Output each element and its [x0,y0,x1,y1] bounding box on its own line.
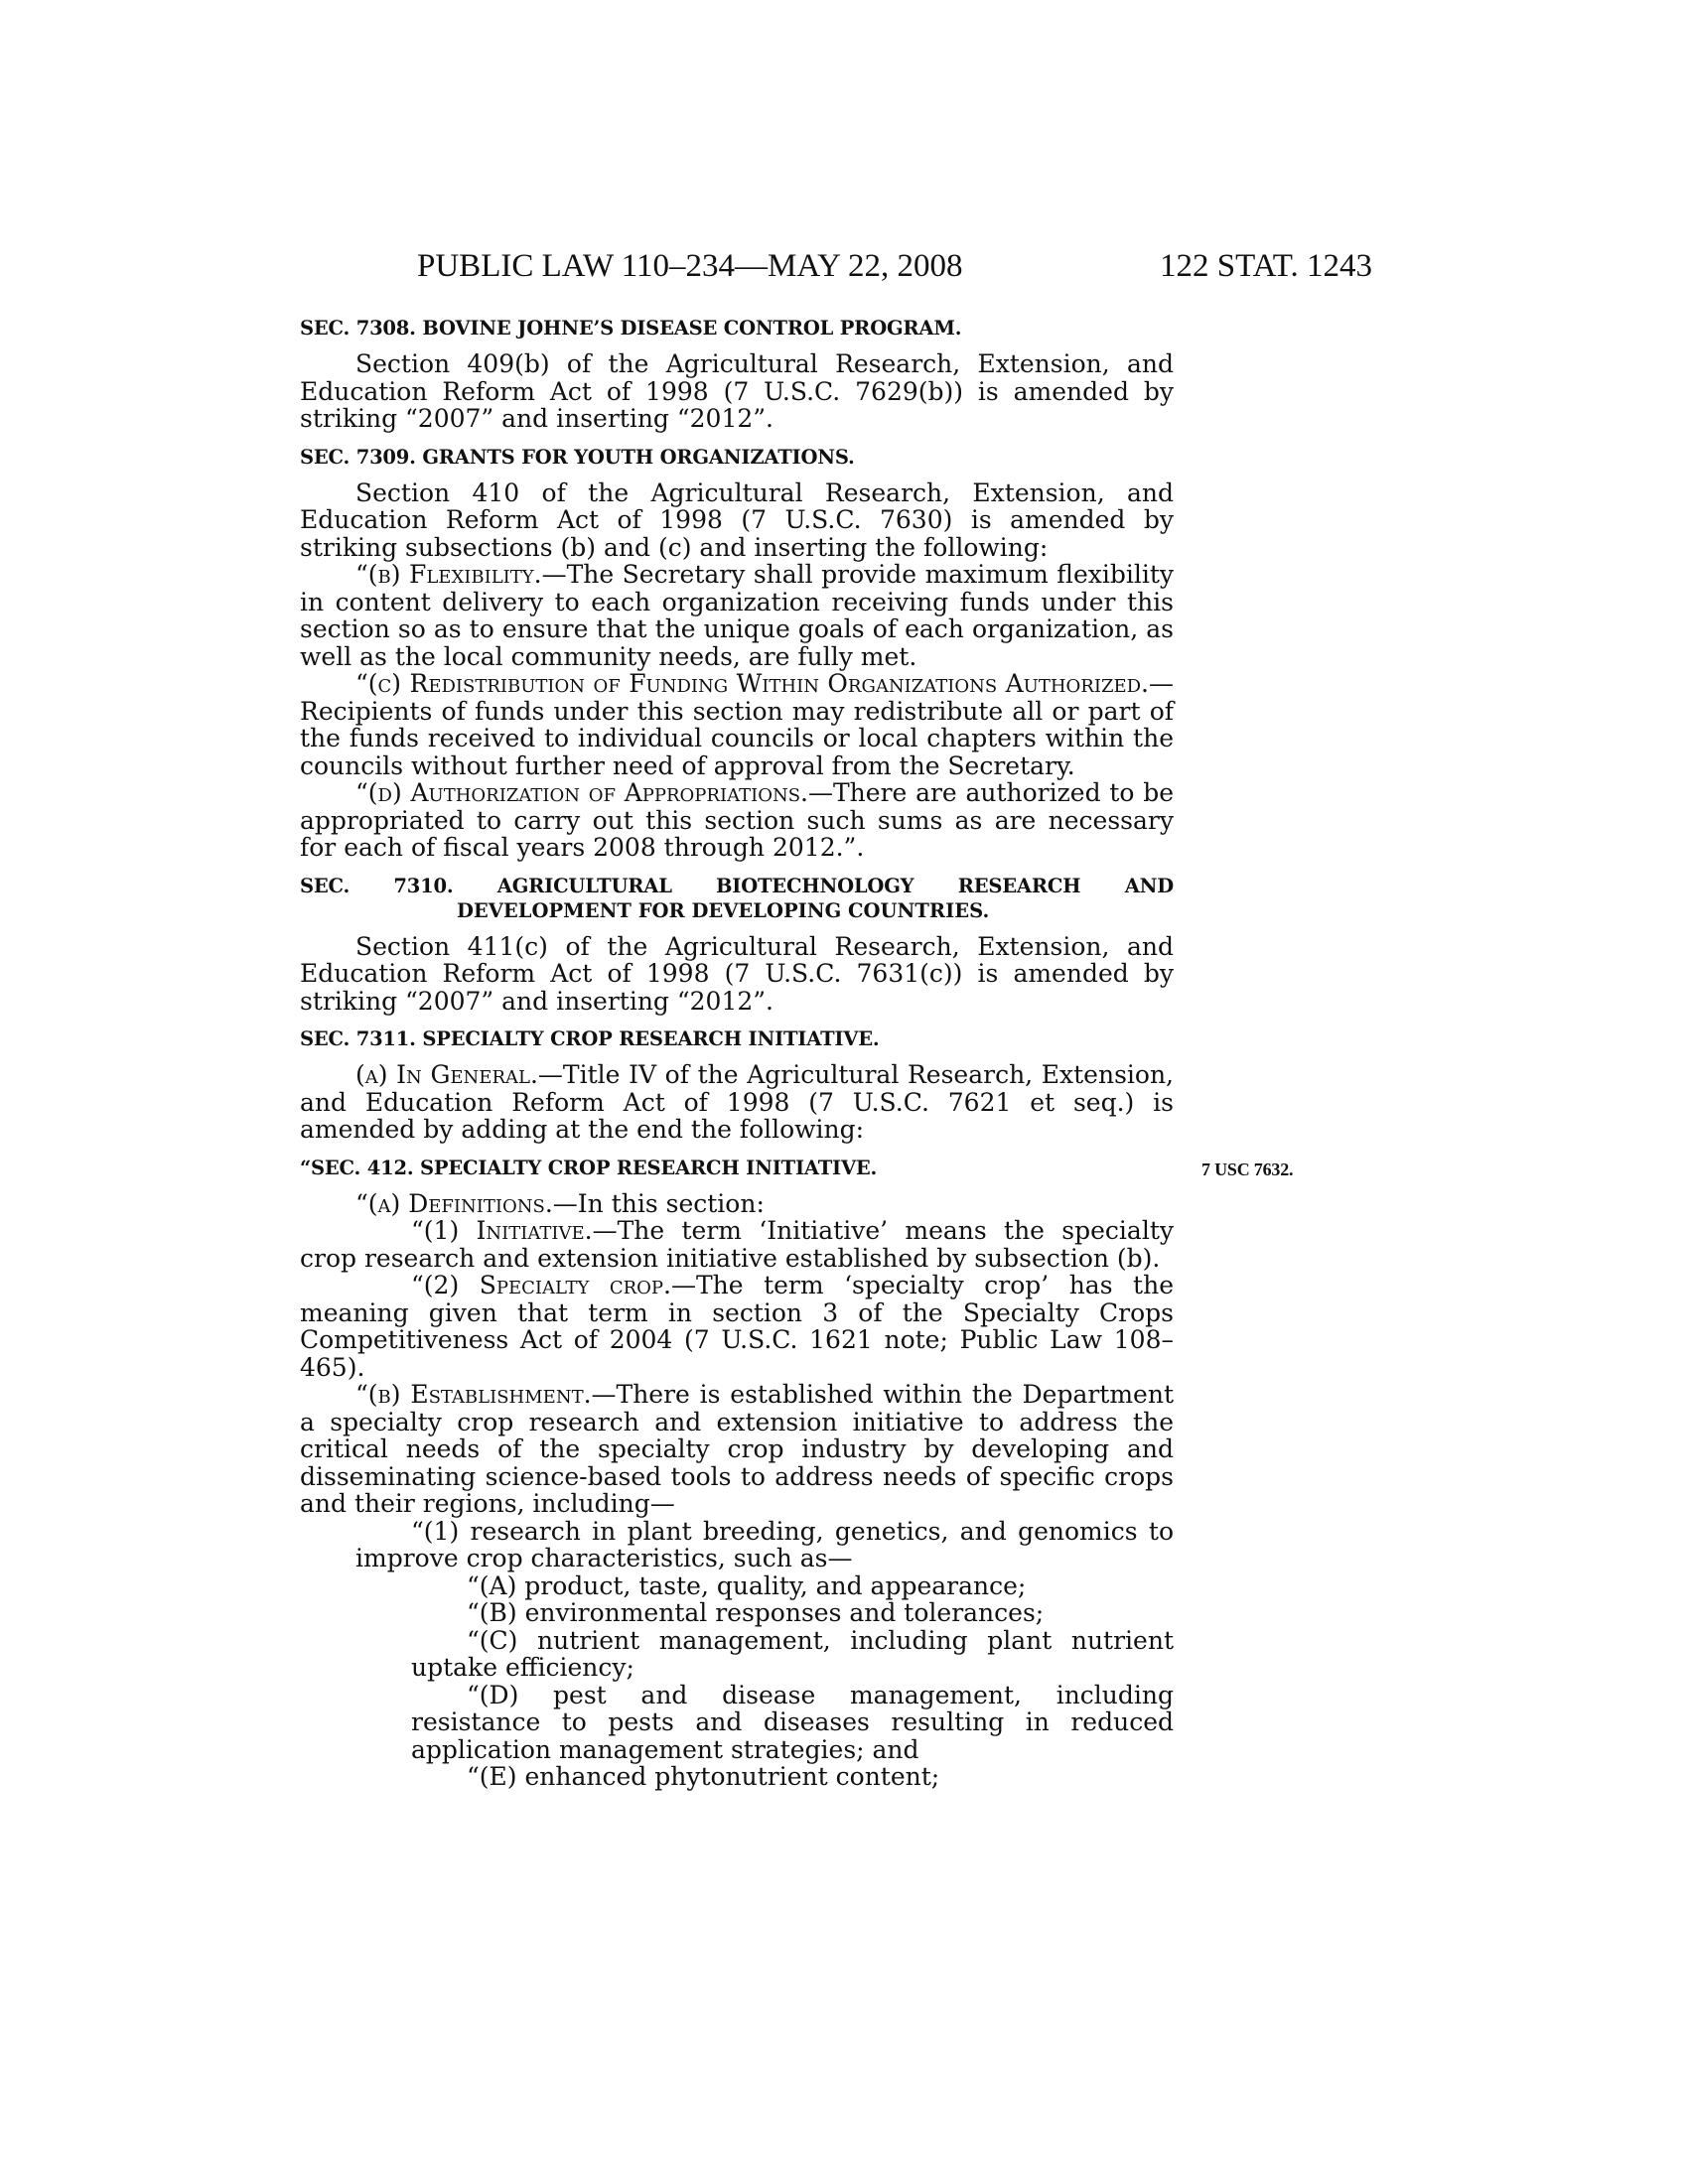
header-stat-page: 122 STAT. 1243 [1159,248,1372,284]
definition-2-label: “(2) Specialty crop. [411,1271,671,1299]
heading-word: RESEARCH [957,874,1081,897]
section-7309-intro: Section 410 of the Agricultural Research, Extension, and Education Reform Act of 1998 (7 U.S.C. 7630) is amended by striking subsections (b) and (c) and inserting the following: [300,478,1174,562]
heading-word: 7310. [393,874,454,897]
subparagraph-c: “(C) nutrient management, including plant nutrient uptake efficiency; [411,1625,1174,1682]
section-7310-heading [300,874,1174,898]
subsection-a-text: —Title IV of the Agricultural Research, Extension, and Education Reform Act of 1998 (7 U.S.C. 7621 et seq.) is amended by adding at the end the following: [300,1060,1174,1144]
heading-word: BIOTECHNOLOGY [716,874,914,897]
subparagraph-b: “(B) environmental responses and tolerances; [467,1598,1045,1627]
header-public-law: PUBLIC LAW 110–234—MAY 22, 2008 [417,248,963,284]
heading-word: AND [1124,874,1174,897]
section-7311-heading: SEC. 7311. SPECIALTY CROP RESEARCH INITIATIVE. [300,1027,880,1050]
establishment-text: —There is established within the Department a specialty crop research and extension initiative to address the critical needs of the specialty crop industry by developing and disseminating science-based tools to address needs of specific crops and their regions, including— [300,1380,1175,1518]
section-7309-subsection-b [300,561,1174,670]
section-7309-heading: SEC. 7309. GRANTS FOR YOUTH ORGANIZATIONS. [300,445,855,469]
definitions-text: —In this section: [552,1188,765,1218]
subsection-d-label: “(d) Authorization of Appropriations. [355,778,808,807]
heading-word: AGRICULTURAL [496,874,672,897]
section-7309-subsection-d [300,779,1174,862]
subparagraph-a: “(A) product, taste, quality, and appearance; [467,1570,1027,1600]
section-7308-heading: SEC. 7308. BOVINE JOHNE’S DISEASE CONTROL PROGRAM. [300,317,962,340]
definition-2-text: —The term ‘specialty crop’ has the meaning given that term in section 3 of the Specialty Crops Competitiveness Act of 2004 (7 U.S.C. 1621 note; Public Law 108–465). [300,1271,1174,1382]
paragraph-1: “(1) research in plant breeding, genetics, and genomics to improve crop characteristics, such as— [355,1516,1174,1572]
section-7308-body: Section 409(b) of the Agricultural Research, Extension, and Education Reform Act of 1998 (7 U.S.C. 7629(b)) is amended by striking “2007” and inserting “2012”. [300,349,1174,433]
section-7310-body: Section 411(c) of the Agricultural Research, Extension, and Education Reform Act of 1998 (7 U.S.C. 7631(c)) is amended by striking “2007” and inserting “2012”. [300,931,1174,1016]
running-header [300,248,1372,288]
subparagraph-d: “(D) pest and disease management, including resistance to pests and diseases resulting in reduced application management strategies; and [411,1680,1174,1764]
subsection-b-label: “(b) Flexibility. [355,560,542,589]
establishment-subsection [300,1381,1174,1518]
section-7310-heading-continued: DEVELOPMENT FOR DEVELOPING COUNTRIES. [457,898,990,922]
subsection-c-label: “(c) Redistribution of Funding Within Organizations Authorized. [355,669,1149,698]
definition-1-text: —The term ‘Initiative’ means the specialty crop research and extension initiative established by subsection (b). [300,1216,1174,1273]
section-7309-subsection-c [300,670,1174,779]
subsection-d-text: —There are authorized to be appropriated to carry out this section such sums as are necessary for each of fiscal years 2008 through 2012.”. [300,778,1174,862]
page-body [300,316,1294,1791]
definition-1-label: “(1) Initiative. [411,1216,593,1245]
definitions-subsection [300,1190,1174,1218]
establishment-label: “(b) Establishment. [355,1380,592,1409]
definitions-label: “(a) Definitions. [355,1188,553,1218]
section-412-heading [300,1156,1294,1180]
definition-2 [300,1272,1174,1381]
usc-margin-note: 7 USC 7632. [1201,1159,1294,1179]
subsection-c-text: —Recipients of funds under this section may redistribute all or part of the funds received to individual councils or local chapters within the councils without further need of approval from the Secretary. [300,669,1174,780]
heading-word: SEC. [300,874,351,897]
subsection-a-label: (a) In General. [355,1060,538,1089]
section-412-title: “SEC. 412. SPECIALTY CROP RESEARCH INITIATIVE. [300,1156,878,1179]
subsection-b-text: —The Secretary shall provide maximum flexibility in content delivery to each organization receiving funds under this section so as to ensure that the unique goals of each organization, as well as the local community needs, are fully met. [300,560,1174,671]
subparagraph-e: “(E) enhanced phytonutrient content; [467,1762,940,1791]
definition-1 [300,1217,1174,1272]
section-7311-subsection-a [300,1061,1174,1144]
